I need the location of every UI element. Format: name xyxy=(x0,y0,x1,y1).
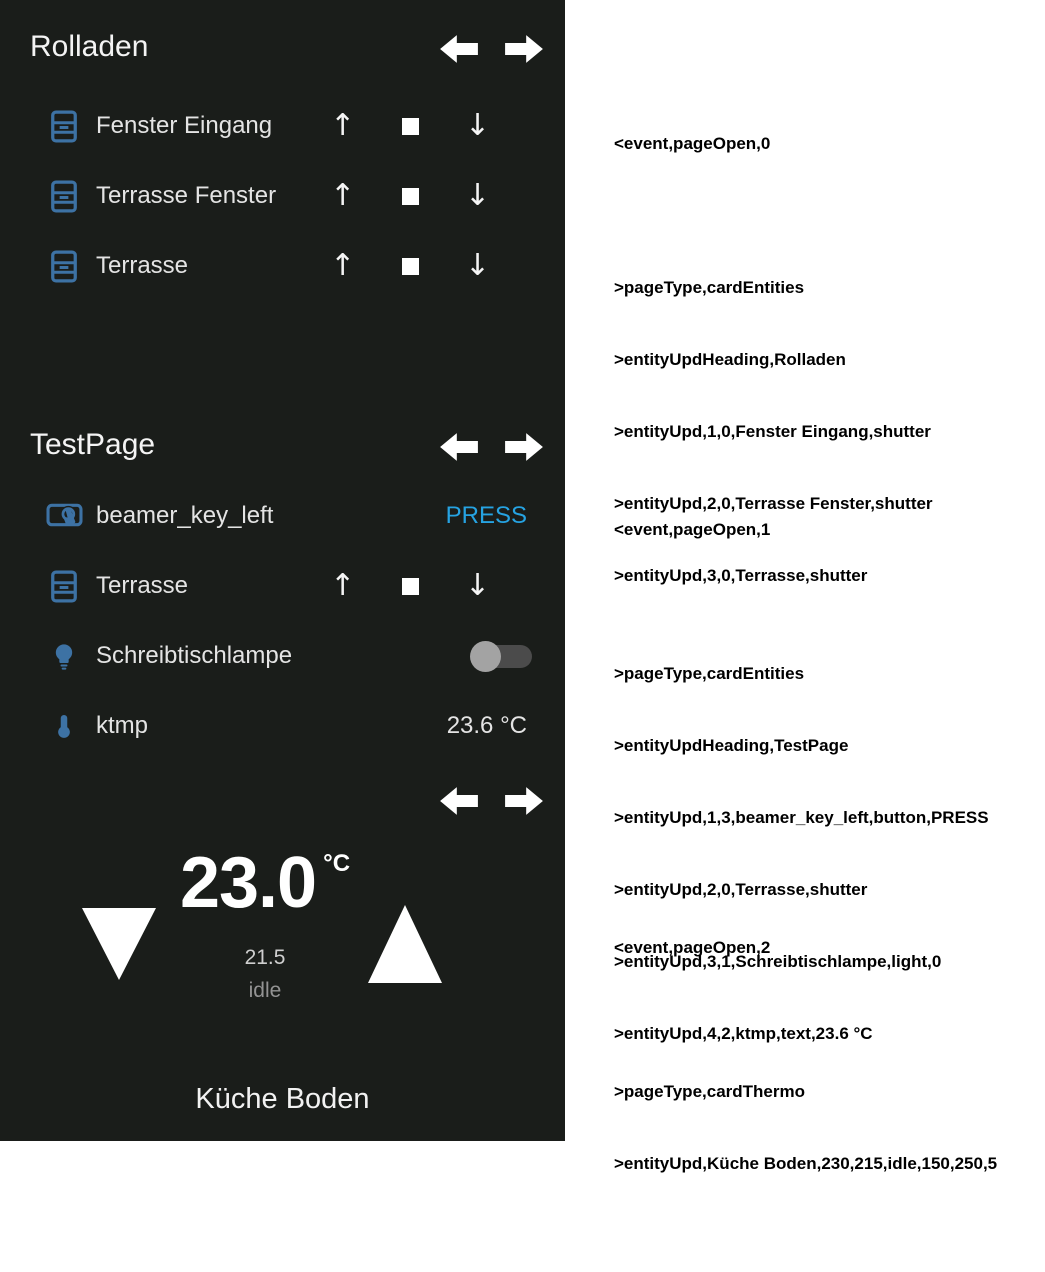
entity-row-shutter xyxy=(0,551,565,621)
shutter-down-button[interactable]: ↓ xyxy=(464,108,490,143)
shutter-up-button[interactable]: ↑ xyxy=(330,108,356,143)
shutter-up-button[interactable]: ↑ xyxy=(330,178,356,213)
nav-arrow-right-icon[interactable] xyxy=(505,785,543,817)
nav-arrow-left-icon[interactable] xyxy=(440,33,478,65)
shutter-stop-button[interactable] xyxy=(402,188,419,205)
hvac-state: idle xyxy=(248,979,282,1002)
window-shutter-icon xyxy=(45,250,83,283)
entity-label: ktmp xyxy=(96,712,149,739)
protocol-line: >entityUpdHeading,Rolladen xyxy=(614,350,846,369)
shutter-stop-button[interactable] xyxy=(402,578,419,595)
protocol-event-line: <event,pageOpen,1 xyxy=(614,520,771,539)
nspanel-display xyxy=(0,0,565,1141)
entity-row-sensor xyxy=(0,691,565,761)
shutter-stop-button[interactable] xyxy=(402,118,419,135)
window-shutter-icon xyxy=(45,570,83,603)
shutter-controls xyxy=(330,248,490,283)
entity-label: Schreibtischlampe xyxy=(96,642,293,669)
temp-decrease-button[interactable] xyxy=(82,908,156,982)
current-temperature xyxy=(140,843,390,923)
protocol-line: >pageType,cardThermo xyxy=(614,1082,805,1101)
shutter-controls xyxy=(330,178,490,213)
nav-arrow-left-icon[interactable] xyxy=(440,431,478,463)
entity-rows xyxy=(0,91,565,301)
press-button[interactable]: PRESS xyxy=(445,502,527,529)
shutter-controls xyxy=(330,108,490,143)
light-toggle-off[interactable] xyxy=(470,641,532,672)
protocol-line: >entityUpd,Küche Boden,230,215,idle,150,250,5 xyxy=(614,1154,998,1173)
entity-row-light xyxy=(0,621,565,691)
protocol-line: >entityUpd,2,0,Terrasse,shutter xyxy=(614,880,868,899)
entity-row-shutter xyxy=(0,161,565,231)
temperature-unit: °C xyxy=(323,850,351,877)
protocol-line: >entityUpd,2,0,Terrasse Fenster,shutter xyxy=(614,494,933,513)
entity-label: beamer_key_left xyxy=(96,502,274,529)
card-entities-testpage xyxy=(0,398,565,765)
page-nav xyxy=(440,431,543,463)
entity-label: Terrasse Fenster xyxy=(96,182,277,209)
card-thermo xyxy=(0,765,565,1141)
shutter-controls xyxy=(330,568,490,603)
protocol-line: >pageType,cardEntities xyxy=(614,664,805,683)
entity-row-shutter xyxy=(0,231,565,301)
current-temperature-value: 23.0 xyxy=(179,843,317,923)
protocol-line: >entityUpd,3,0,Terrasse,shutter xyxy=(614,566,868,585)
nav-arrow-left-icon[interactable] xyxy=(440,785,478,817)
shutter-down-button[interactable]: ↓ xyxy=(464,178,490,213)
protocol-line: >entityUpdHeading,TestPage xyxy=(614,736,849,755)
page-nav xyxy=(440,33,543,65)
shutter-up-button[interactable]: ↑ xyxy=(330,568,356,603)
protocol-event-line: <event,pageOpen,2 xyxy=(614,938,771,957)
shutter-down-button[interactable]: ↓ xyxy=(464,248,490,283)
protocol-line: >entityUpd,1,3,beamer_key_left,button,PRESS xyxy=(614,808,989,827)
window-shutter-icon xyxy=(45,180,83,213)
shutter-up-button[interactable]: ↑ xyxy=(330,248,356,283)
protocol-line: >entityUpd,3,1,Schreibtischlampe,light,0 xyxy=(614,952,942,971)
entity-label: Terrasse xyxy=(96,572,189,599)
page-title: TestPage xyxy=(30,428,156,461)
entity-label: Fenster Eingang xyxy=(96,112,273,139)
protocol-block-page2 xyxy=(614,888,997,1272)
nav-arrow-right-icon[interactable] xyxy=(505,431,543,463)
entity-rows xyxy=(0,481,565,761)
page-title: Rolladen xyxy=(30,30,149,63)
entity-label: Terrasse xyxy=(96,252,189,279)
entity-row-shutter xyxy=(0,91,565,161)
toggle-knob xyxy=(470,641,501,672)
page-nav xyxy=(440,785,543,817)
nav-arrow-right-icon[interactable] xyxy=(505,33,543,65)
target-temperature: 21.5 xyxy=(244,946,286,969)
sensor-value: 23.6 °C xyxy=(446,712,527,739)
gesture-tap-button-icon xyxy=(45,501,83,532)
protocol-event-line: <event,pageOpen,0 xyxy=(614,134,771,153)
protocol-line: >entityUpd,1,0,Fenster Eingang,shutter xyxy=(614,422,931,441)
thermostat-name: Küche Boden xyxy=(195,1083,370,1115)
lightbulb-icon xyxy=(45,641,83,671)
protocol-line: >pageType,cardEntities xyxy=(614,278,805,297)
temp-increase-button[interactable] xyxy=(368,905,442,983)
card-entities-rolladen xyxy=(0,0,565,398)
window-shutter-icon xyxy=(45,110,83,143)
protocol-response-lines xyxy=(614,1032,997,1224)
entity-row-button xyxy=(0,481,565,551)
shutter-stop-button[interactable] xyxy=(402,258,419,275)
protocol-line: >entityUpd,4,2,ktmp,text,23.6 °C xyxy=(614,1024,873,1043)
shutter-down-button[interactable]: ↓ xyxy=(464,568,490,603)
thermometer-icon xyxy=(45,711,83,741)
